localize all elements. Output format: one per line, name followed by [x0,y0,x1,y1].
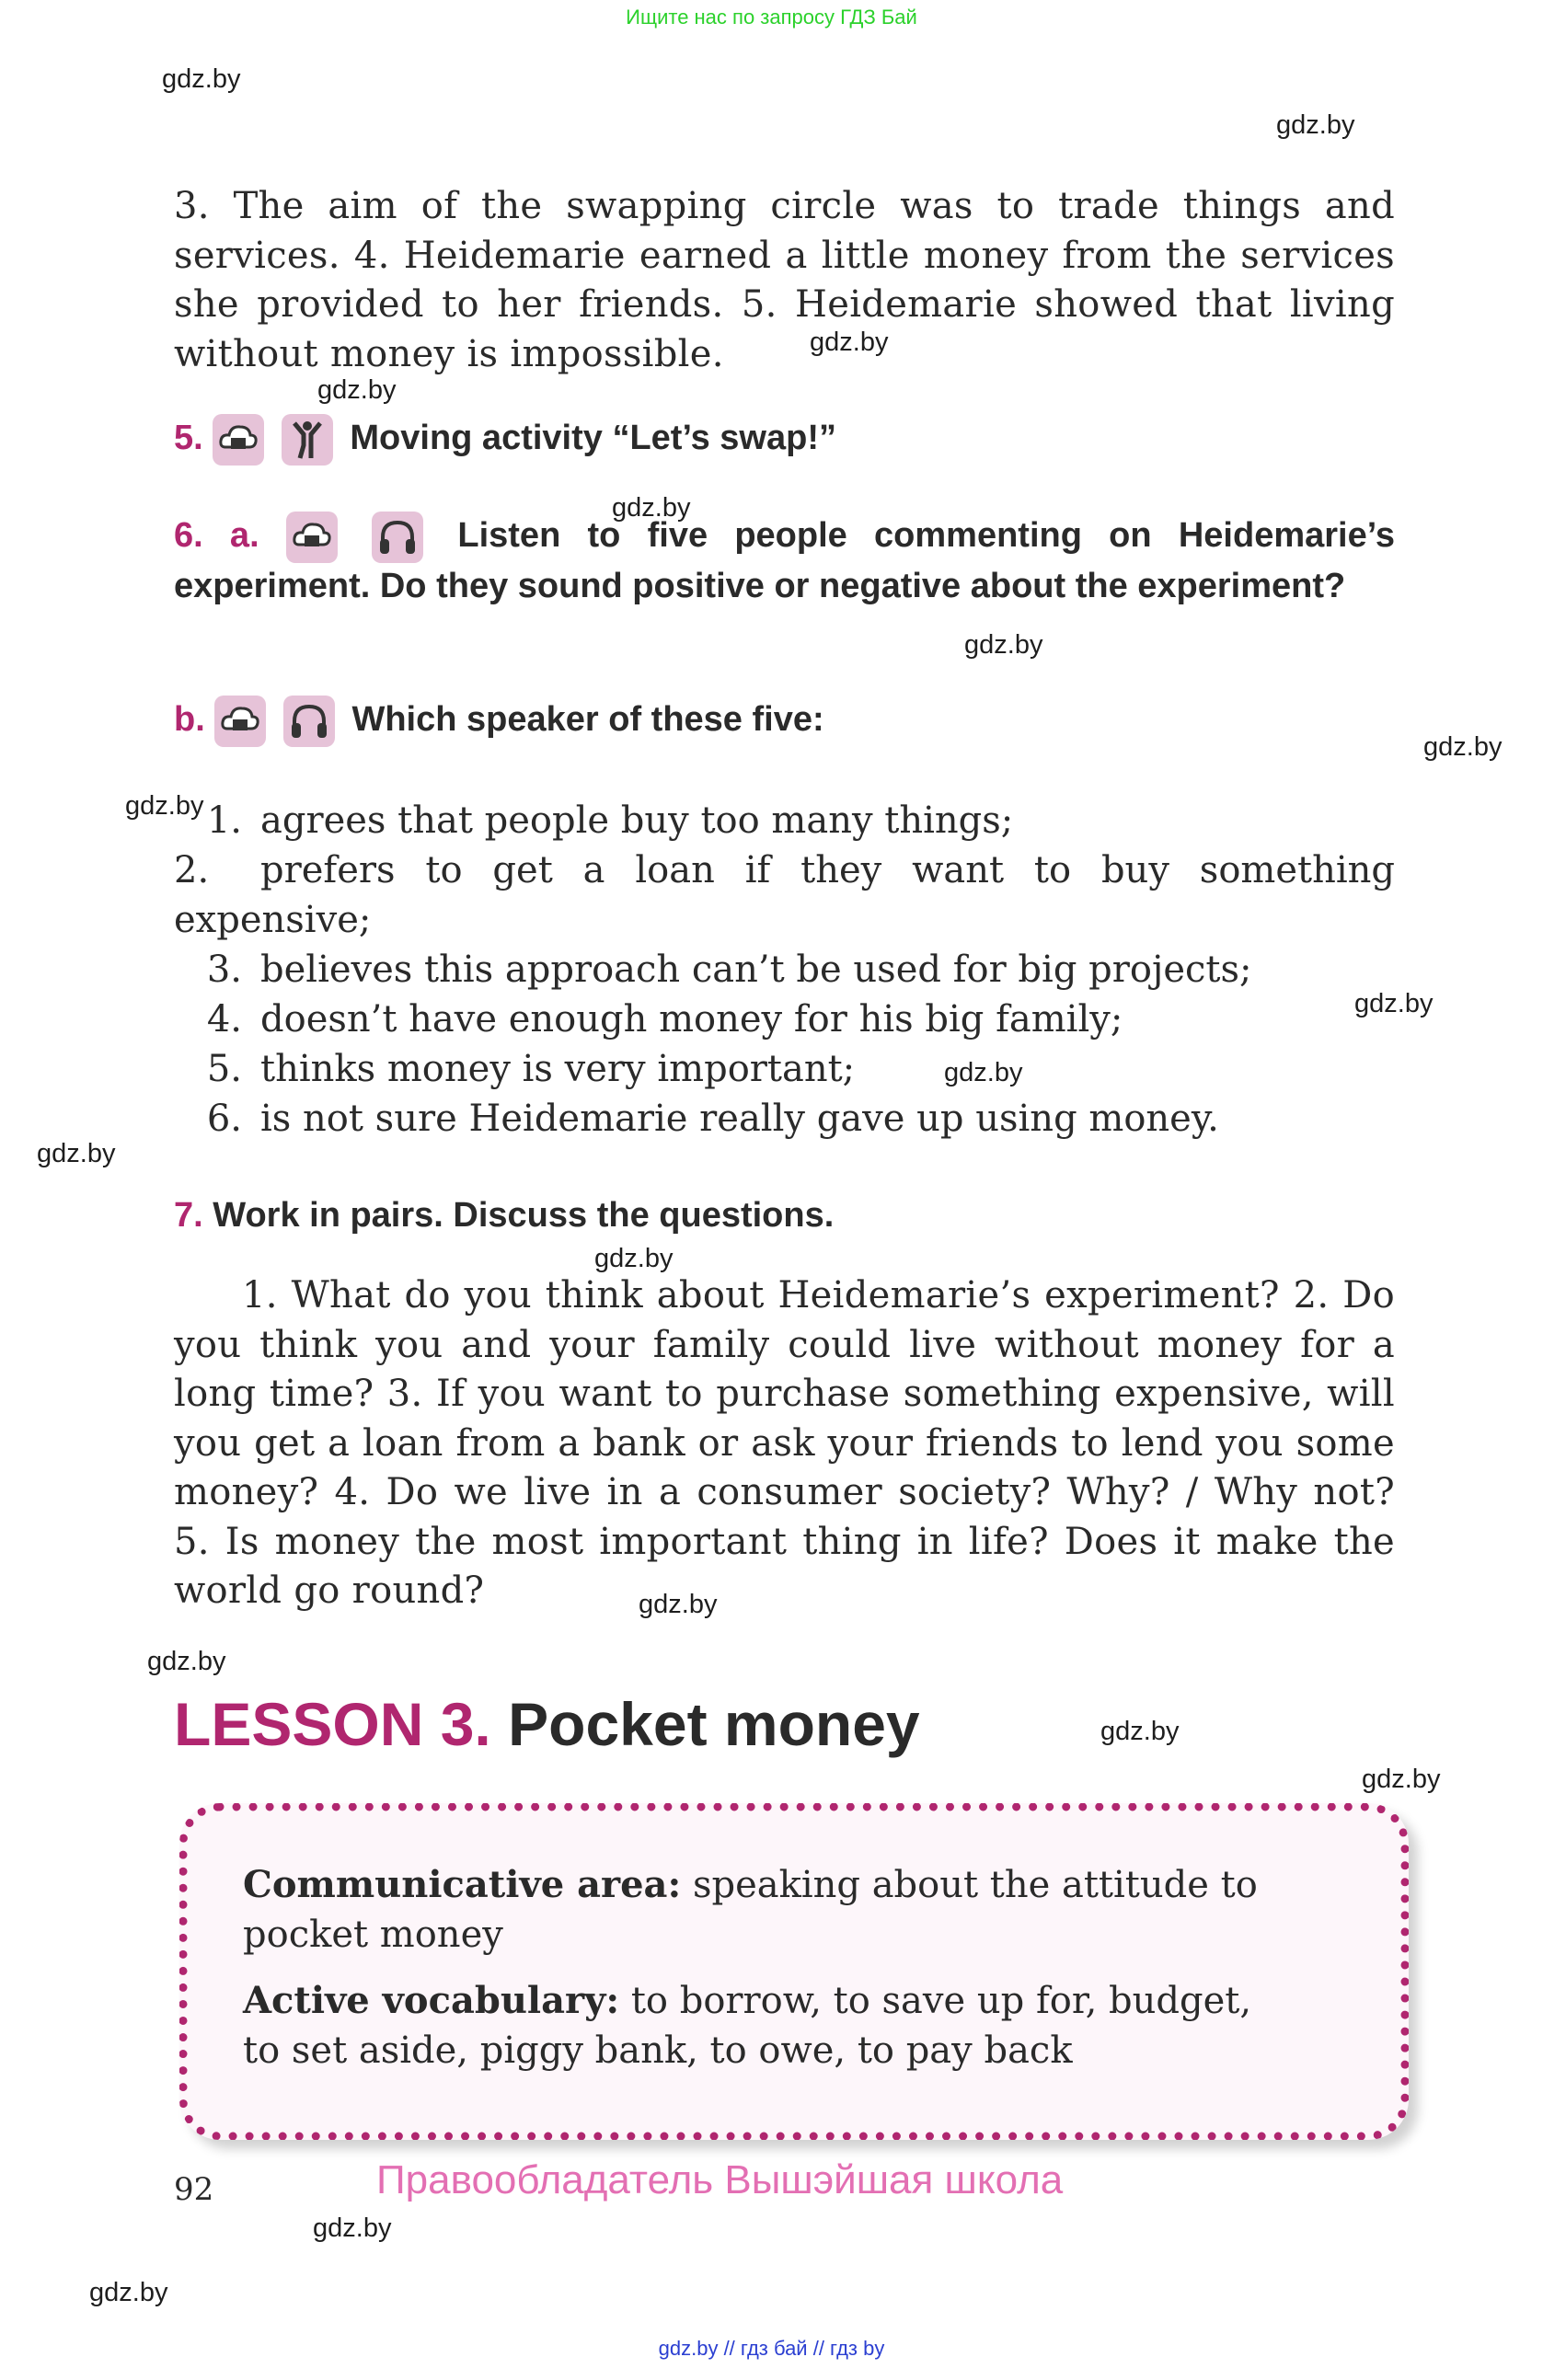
exercise-5-heading [174,414,836,466]
cloud-speech-icon [214,696,266,747]
lesson-objectives-box [179,1803,1409,2140]
discussion-questions-paragraph: 1. What do you think about Heidemarie’s experiment? 2. Do you think you and your family could live without money for a long time? 3. If you want to purchase something expensive, will you get a loan from a bank or ask your friends to lend you some money? 4. Do we live in a consumer society? Why? / Why not? 5. Is money the most important thing in life? Does it make the world go round? [174,1274,1395,1612]
exercise-number: 6. a. [174,516,259,556]
top-search-banner[interactable]: Ищите нас по запросу ГДЗ Бай [626,6,917,29]
watermark: gdz.by [944,1058,1023,1087]
list-item: 4. doesn’t have enough money for his big family; [206,998,1123,1041]
list-item-continuation: expensive; [174,899,372,941]
watermark: gdz.by [162,64,241,94]
watermark: gdz.by [317,375,397,405]
watermark: gdz.by [1276,110,1355,140]
list-item: 1. agrees that people buy too many things; [206,799,1014,842]
watermark: gdz.by [313,2213,392,2243]
cloud-speech-icon [213,414,264,466]
watermark: gdz.by [1354,989,1434,1018]
exercise-number: 7. [174,1196,203,1235]
exercise-number: 5. [174,419,203,458]
exercise-number: b. [174,700,205,740]
watermark: gdz.by [1423,732,1503,762]
watermark: gdz.by [1100,1717,1180,1746]
list-item: 3. believes this approach can’t be used for big projects; [206,949,1252,991]
exercise-instruction: Work in pairs. Discuss the questions. [213,1196,835,1235]
watermark: gdz.by [810,328,889,357]
list-item: 5. thinks money is very important; [206,1048,856,1090]
active-vocabulary-line-2: to set aside, piggy bank, to owe, to pay back [243,2029,1073,2072]
lesson-title [174,1689,920,1759]
exercise-6b-heading [174,696,824,747]
page-number: 92 [174,2171,214,2208]
watermark: gdz.by [964,630,1043,660]
active-vocabulary-line: Active vocabulary: to borrow, to save up for, budget, [243,1979,1252,2022]
exercise-instruction: Moving activity “Let’s swap!” [350,419,836,458]
lesson-name: Pocket money [508,1690,920,1758]
communicative-area-line: Communicative area: speaking about the attitude to [243,1863,1258,1906]
exercise-7-heading [174,1196,834,1236]
watermark: gdz.by [594,1244,674,1273]
watermark: gdz.by [89,2278,168,2307]
headphones-icon [372,512,423,563]
copyright-holder: Правообладатель Вышэйшая школа [376,2157,1064,2202]
exercise-instruction: Listen to five people commenting on Heidemarie’s experiment. Do they sound positive or negative about the experiment? [174,516,1396,605]
exercise-instruction: Which speaker of these five: [351,700,824,740]
communicative-area-line-2: pocket money [243,1914,503,1956]
watermark: gdz.by [1362,1765,1441,1794]
list-item: 2. prefers to get a loan if they want to buy something [174,849,1395,891]
reading-answers-paragraph: 3. The aim of the swapping circle was to trade things and services. 4. Heidemarie earned a little money from the services she provided to her friends. 5. Heidemarie showed that living without money is impossible. [174,185,1395,375]
watermark: gdz.by [147,1647,226,1676]
lesson-number: LESSON 3. [174,1690,491,1758]
watermark: gdz.by [639,1590,718,1619]
list-item: 6. is not sure Heidemarie really gave up using money. [206,1098,1219,1140]
watermark: gdz.by [37,1139,116,1168]
footer-links[interactable]: gdz.by // гдз бай // гдз by [658,2337,885,2360]
moving-person-icon [282,414,333,466]
watermark: gdz.by [125,791,204,821]
watermark: gdz.by [612,493,691,523]
exercise-6a-heading [174,512,1395,609]
cloud-speech-icon [286,512,338,563]
headphones-icon [283,696,335,747]
